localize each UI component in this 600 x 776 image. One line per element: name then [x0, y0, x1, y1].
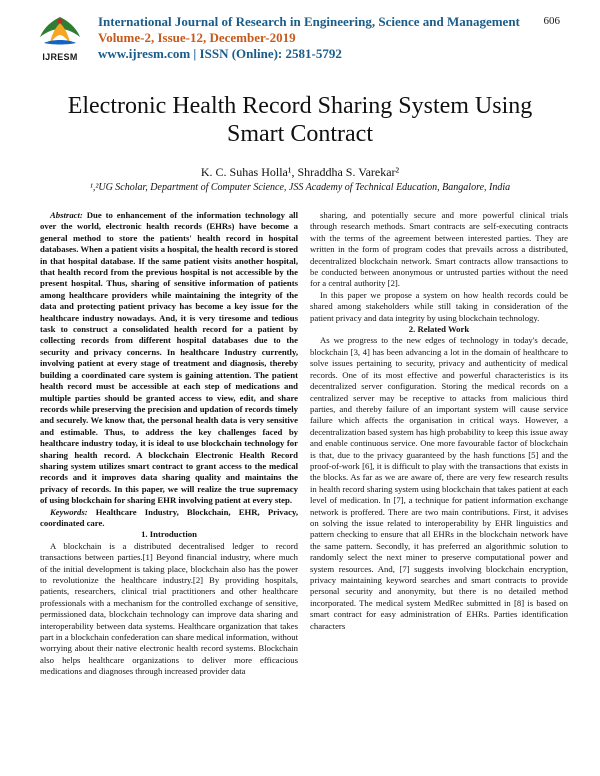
paper-title: [40, 92, 560, 148]
intro-heading: 1. Introduction: [141, 529, 197, 540]
keywords-label: Keywords:: [50, 506, 88, 517]
title-line-1: Electronic Health Record Sharing System Using: [67, 93, 533, 119]
right-paragraph-2: In this paper we propose a system on how health records could be shared among stakeholders while still taking in consideration of the patient privacy and data integrity by using blockchain technology.: [310, 289, 568, 323]
authors: K. C. Suhas Holla¹, Shraddha S. Varekar²: [200, 165, 400, 179]
website-issn: www.ijresm.com | ISSN (Online): 2581-5792: [98, 46, 342, 61]
journal-logo: [30, 13, 90, 65]
keywords: [40, 507, 298, 530]
logo-text: IJRESM: [42, 52, 78, 62]
page-number: 606: [543, 15, 560, 27]
journal-header: [98, 14, 528, 62]
related-work-paragraph: As we progress to the new edges of technology in today's decade, blockchain [3, 4] has been advancing a lot in the domain of healthcare to solve issues pertaining to security, privacy and authenticity of medical records. One of its most effective and powerful characteristics is its decentralized server configuration. Storing the medical records on a centralized server may be receptive to attacks from malicious third parties, and thereby failure of an important system will cause service failure which affects the organisation in critical ways. However, a decentralization based system has high probability to keep this issue away and enable continuous service. One more favourable factor of blockchain is that, due to the privacy guaranteed by the hash functions [5] and the proof-of-work [6], it is difficult to play with the transactions that exists in the blocks. As far as we are aware of, there are very few research results in health record sharing system using blockchain that takes patient at each level of medication. In [7], a technique for patient information exchange network is proffered. There are two main contributions. First, it advises on solving the issue related to interoperability by EHR linguistics and pattern checking to ensure that all EHRs in the blockchain network have the same pattern. Secondly, it has preferred an algorithmic solution to randomly select the next miner to preserve computational power and system resources. And, [7] suggests involving blockchain encryption, privacy maintaining keyword searches and smart contracts to provide personal security and anonymity, but there is no detailed method incorporated. The medical system MedRec submitted in [8] is based on smart contract for easy administration of EHRs. Parties identification characters: [310, 335, 568, 631]
keywords-text: Healthcare Industry, Blockchain, EHR, Privacy, coordinated care.: [40, 506, 299, 528]
intro-paragraph: A blockchain is a distributed decentralised ledger to record transactions between parties.[1] Beyond financial industry, where much of the initial development is taking place, blockchain also has the power to revolutionize the healthcare industry.[2] By providing hospitals, patients, researchers, clinical trial practitioners and other healthcare professionals with a mechanism for the controlled exchange of sensitive, permissioned data, blockchain technology can improve data sharing and interoperability between data systems. Healthcare organization that takes part in a blockchain confederation can share medical information, without worrying about their native electronic health record systems. Blockchain also helps healthcare organizations to deliver more efficacious medications and diagnoses through increased provider data: [40, 540, 298, 677]
abstract-label: Abstract:: [50, 210, 83, 220]
title-line-2: Smart Contract: [227, 121, 373, 147]
affiliation: ¹,²UG Scholar, Department of Computer Science, JSS Academy of Technical Education, Bangalore, India: [89, 182, 511, 193]
right-paragraph-1: sharing, and potentially secure and more powerful clinical trials through research methods. Smart contracts are self-executing contracts with the terms of the agreement between interested parties. They are written in the form of program codes that prevails across a distributed, decentralized blockchain network. Smart contracts allow transactions to be conducted between anonymous or untrusted parties without the need for a central authority [2].: [310, 210, 568, 289]
ijresm-logo-icon: [30, 13, 90, 53]
left-column: [40, 210, 298, 678]
abstract-text: Due to enhancement of the information technology all over the world, electronic health records (EHRs) have become a general method to store the patients' health record in hospital databases. When a patient visits a hospital, the health record is stored in that hospital database. If the same patient visits another hospital, that health record from the previous hospital is not accessible by the present hospital. Thus, sharing of sensitive information of patients among healthcare providers while maintaining the integrity of the data and protecting patient privacy has become a key issue for the healthcare industry nowadays. And, it is very tiresome and tedious task to construct a consolidated health record for a patient by collecting records from different hospital databases due to the security and privacy concerns. In healthcare Industry currently, involving patient at every stage of treatment and diagnosis, thereby building a coordinated care system is gaining attention. The patient health record must be accessible at each step of medications and multiple parties should be granted access to view, edit, and share records while preserving the precision and updation of records timely and securely. We know that, the personal health data is very sensitive and estimable. Thus, to address the key challenges faced by healthcare industry today, it is ideal to use blockchain technology for sharing health record. A blockchain Electronic Health Record sharing system utilizes smart contract to grant access to the medical records and it improves data sharing quality and maintains the privacy of records. In this paper, we will realize the true supremacy of using blockchain for sharing EHR involving patient at every step.: [40, 210, 299, 506]
journal-name: International Journal of Research in Engineering, Science and Management: [98, 14, 520, 29]
volume-issue: Volume-2, Issue-12, December-2019: [98, 30, 296, 45]
abstract: [40, 210, 298, 507]
right-column: [310, 210, 568, 632]
related-work-heading: 2. Related Work: [408, 324, 470, 335]
